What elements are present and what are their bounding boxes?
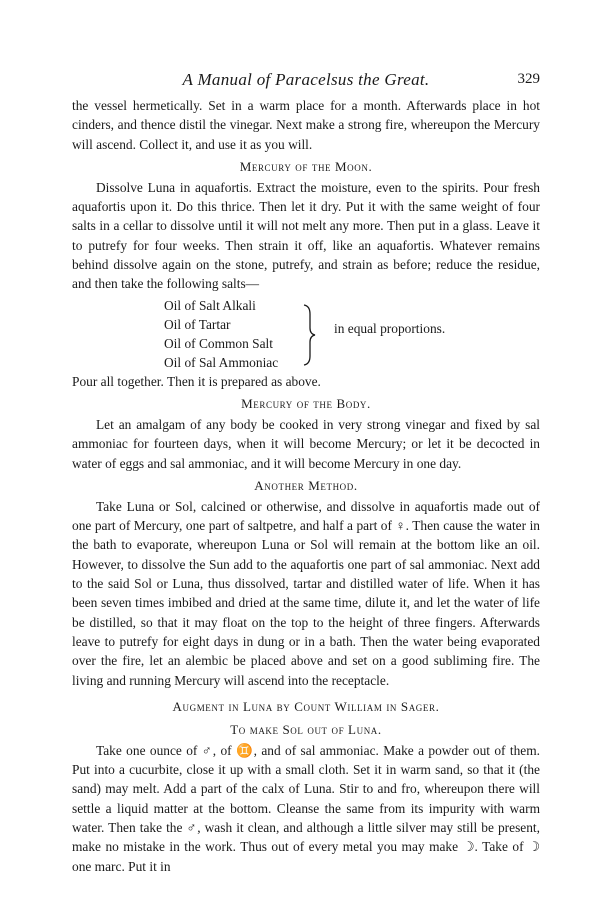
heading-augment-in-luna: Augment in Luna by Count William in Sager.	[172, 698, 440, 714]
salts-proportion-note: in equal proportions.	[334, 320, 446, 336]
paragraph-dissolve-luna: Dissolve Luna in aquafortis. Extract the moisture, even to the spirits. Pour fresh aquafortis upon it. Do this thrice. Then let it dry. Put it with the same weight of four salts in a cellar to dissolve until it will not melt any more. Then put in a glass. Leave it to putrefy for four weeks. Then strain it off, like an aquafortis. Whatever remains behind dissolve again on the stone, putrefy, and strain as before; reduce the residue, and then take the following salts—	[72, 179, 540, 292]
heading-mercury-of-the-body: Mercury of the Body.	[241, 395, 371, 411]
salt-item: Oil of Tartar	[164, 316, 231, 332]
running-title: A Manual of Paracelsus the Great.	[182, 70, 430, 89]
heading-another-method: Another Method.	[254, 477, 358, 493]
salt-item: Oil of Common Salt	[164, 335, 273, 351]
page-number: 329	[517, 71, 540, 87]
salt-item: Oil of Sal Ammoniac	[164, 354, 279, 370]
book-page	[72, 70, 540, 876]
paragraph-take-one-ounce: Take one ounce of ♂, of ♊, and of sal ammoniac. Make a powder out of them. Put into a cucurbite, close it up with a small cloth. Set it in warm sand, so that it (the sand) may melt. Add a part of the calx of Luna. Stir to and fro, whereupon there will settle a liquid matter at the bottom. Cleanse the same from its impurity with warm water. Then take the ♂, wash it clean, and although a little silver may still be present, make no mistake in the work. Thus out of every metal you may make ☽. Take of ☽ one marc. Put it in	[72, 742, 540, 874]
paragraph-continued: the vessel hermetically. Set in a warm place for a month. Afterwards place in hot cinders, and thence distil the vinegar. Next make a strong fire, whereupon the Mercury will ascend. Collect it, and use it as you will.	[72, 98, 540, 152]
salt-item: Oil of Salt Alkali	[164, 297, 256, 313]
salts-list	[164, 296, 278, 372]
curly-brace-icon	[302, 304, 316, 366]
heading-sol-out-of-luna: To make Sol out of Luna.	[230, 721, 382, 737]
paragraph-pour-all: Pour all together. Then it is prepared as above.	[72, 373, 321, 389]
running-head	[72, 70, 540, 96]
salts-list-block	[72, 296, 540, 372]
paragraph-take-luna-or-sol: Take Luna or Sol, calcined or otherwise, and dissolve in aquafortis made out of one part of Mercury, one part of saltpetre, and half a part of ♀. Then cause the water in the bath to evaporate, whereupon Luna or Sol will remain at the bottom like an oil. However, to dissolve the Sun add to the aquafortis one part of sal ammoniac. Next add to the said Sol or Luna, thus dissolved, tartar and distilled water of life. When it has been seven times imbibed and dried at the same time, dilute it, and let the water of life be distilled, so that it may float on the top to the height of three fingers. Afterwards leave to putrefy for eight days in dung or in a bath. Then the water being evaporated over the fire, let an alembic be placed above and set on a good subliming fire. The living and running Mercury will ascend into the receptacle.	[72, 498, 540, 688]
heading-mercury-of-the-moon: Mercury of the Moon.	[239, 158, 373, 174]
paragraph-amalgam: Let an amalgam of any body be cooked in very strong vinegar and fixed by sal ammoniac for fourteen days, when it will become Mercury; or let it be decocted in water of eggs and sal ammoniac, and it will become Mercury in one day.	[72, 416, 540, 471]
